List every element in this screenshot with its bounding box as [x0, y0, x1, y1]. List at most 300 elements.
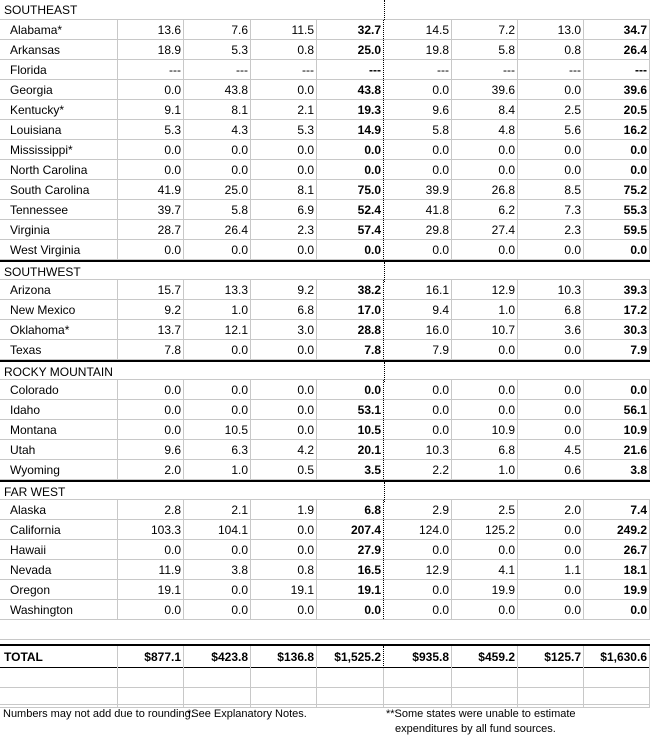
table-row — [0, 20, 650, 40]
value-cell: 0.0 — [518, 600, 584, 619]
value-cell: 0.0 — [518, 240, 584, 259]
value-cell: 8.1 — [185, 100, 251, 119]
value-cell: 20.1 — [318, 440, 384, 459]
value-cell: 13.0 — [518, 20, 584, 39]
table-row — [0, 180, 650, 200]
value-cell: 34.7 — [584, 20, 650, 39]
state-name: Idaho — [0, 400, 118, 419]
value-cell: 0.0 — [118, 420, 184, 439]
value-cell: 1.1 — [518, 560, 584, 579]
value-cell: 0.0 — [386, 420, 452, 439]
value-cell: 0.0 — [584, 380, 650, 399]
value-cell: 0.0 — [318, 160, 384, 179]
value-cell: 104.1 — [185, 520, 251, 539]
value-cell: 27.4 — [452, 220, 518, 239]
total-row — [0, 644, 650, 668]
value-cell: 0.0 — [386, 380, 452, 399]
value-cell: 39.6 — [452, 80, 518, 99]
value-cell: 124.0 — [386, 520, 452, 539]
value-cell: 5.8 — [452, 40, 518, 59]
notes-divider — [0, 704, 650, 705]
value-cell: 4.1 — [452, 560, 518, 579]
table-row — [0, 60, 650, 80]
value-cell: 0.0 — [118, 140, 184, 159]
value-cell: 0.0 — [251, 380, 317, 399]
table-row — [0, 200, 650, 220]
value-cell: 8.1 — [251, 180, 317, 199]
value-cell: 0.0 — [318, 240, 384, 259]
value-cell: 0.0 — [452, 380, 518, 399]
region-name: SOUTHEAST — [4, 3, 78, 17]
table-row — [0, 380, 650, 400]
table-row — [0, 160, 650, 180]
value-cell: 14.9 — [318, 120, 384, 139]
table-row — [0, 580, 650, 600]
value-cell: 11.5 — [251, 20, 317, 39]
value-cell: 10.9 — [452, 420, 518, 439]
value-cell: 0.0 — [251, 240, 317, 259]
value-cell: 16.2 — [584, 120, 650, 139]
region-header — [0, 260, 650, 280]
value-cell: 7.3 — [518, 200, 584, 219]
value-cell: 1.0 — [185, 300, 251, 319]
value-cell: --- — [318, 60, 384, 79]
value-cell: 0.0 — [386, 80, 452, 99]
value-cell: 53.1 — [318, 400, 384, 419]
value-cell: 7.9 — [584, 340, 650, 359]
table-row — [0, 220, 650, 240]
value-cell: 3.0 — [251, 320, 317, 339]
state-name: California — [0, 520, 118, 539]
state-name: Louisiana — [0, 120, 118, 139]
value-cell: 38.2 — [318, 280, 384, 299]
value-cell: 5.3 — [185, 40, 251, 59]
region-name: FAR WEST — [4, 485, 66, 499]
value-cell: 125.2 — [452, 520, 518, 539]
empty-cell — [118, 668, 184, 687]
value-cell: 59.5 — [584, 220, 650, 239]
value-cell: 10.5 — [185, 420, 251, 439]
value-cell: 10.3 — [386, 440, 452, 459]
value-cell: 0.0 — [251, 540, 317, 559]
table-row — [0, 320, 650, 340]
value-cell: 41.8 — [386, 200, 452, 219]
state-name: Georgia — [0, 80, 118, 99]
value-cell: 0.0 — [452, 340, 518, 359]
state-name: Alabama* — [0, 20, 118, 39]
value-cell: 0.0 — [584, 160, 650, 179]
value-cell: 7.4 — [584, 500, 650, 519]
value-cell: --- — [386, 60, 452, 79]
value-cell: 1.0 — [452, 300, 518, 319]
value-cell: 0.0 — [386, 600, 452, 619]
value-cell: 2.5 — [452, 500, 518, 519]
value-cell: 75.0 — [318, 180, 384, 199]
value-cell: 52.4 — [318, 200, 384, 219]
value-cell: 6.8 — [251, 300, 317, 319]
value-cell: --- — [518, 60, 584, 79]
value-cell: 43.8 — [185, 80, 251, 99]
value-cell: 6.3 — [185, 440, 251, 459]
value-cell: 0.0 — [518, 520, 584, 539]
value-cell: 0.0 — [251, 140, 317, 159]
value-cell: 32.7 — [318, 20, 384, 39]
value-cell: 8.5 — [518, 180, 584, 199]
value-cell: 17.0 — [318, 300, 384, 319]
state-name: West Virginia — [0, 240, 118, 259]
table-row — [0, 560, 650, 580]
state-name: Wyoming — [0, 460, 118, 479]
value-cell: 9.6 — [386, 100, 452, 119]
value-cell: 6.8 — [452, 440, 518, 459]
state-name: Virginia — [0, 220, 118, 239]
value-cell: 0.0 — [185, 140, 251, 159]
spacer-row — [0, 620, 650, 640]
value-cell: 2.8 — [118, 500, 184, 519]
value-cell: 14.5 — [386, 20, 452, 39]
value-cell: 0.0 — [251, 160, 317, 179]
value-cell: 10.5 — [318, 420, 384, 439]
total-value-cell: $935.8 — [386, 646, 452, 668]
value-cell: 0.0 — [518, 540, 584, 559]
state-name: Oregon — [0, 580, 118, 599]
value-cell: 17.2 — [584, 300, 650, 319]
value-cell: 0.0 — [518, 380, 584, 399]
value-cell: 0.0 — [452, 240, 518, 259]
region-header — [0, 360, 650, 380]
state-name: Hawaii — [0, 540, 118, 559]
value-cell: 39.7 — [118, 200, 184, 219]
value-cell: 0.0 — [452, 400, 518, 419]
value-cell: 19.8 — [386, 40, 452, 59]
value-cell: 13.3 — [185, 280, 251, 299]
value-cell: 4.5 — [518, 440, 584, 459]
value-cell: 16.1 — [386, 280, 452, 299]
value-cell: 0.0 — [251, 400, 317, 419]
value-cell: 39.3 — [584, 280, 650, 299]
value-cell: 19.1 — [318, 580, 384, 599]
value-cell: 21.6 — [584, 440, 650, 459]
value-cell: 55.3 — [584, 200, 650, 219]
value-cell: 6.2 — [452, 200, 518, 219]
empty-cell — [386, 668, 452, 687]
value-cell: 28.7 — [118, 220, 184, 239]
region-name: SOUTHWEST — [4, 265, 81, 279]
state-name: Texas — [0, 340, 118, 359]
total-value-cell: $459.2 — [452, 646, 518, 668]
value-cell: 0.8 — [518, 40, 584, 59]
value-cell: 75.2 — [584, 180, 650, 199]
value-cell: 0.0 — [452, 540, 518, 559]
value-cell: 0.0 — [452, 140, 518, 159]
value-cell: 13.6 — [118, 20, 184, 39]
value-cell: 19.3 — [318, 100, 384, 119]
value-cell: 2.5 — [518, 100, 584, 119]
value-cell: 6.8 — [518, 300, 584, 319]
value-cell: 0.0 — [118, 240, 184, 259]
value-cell: 18.9 — [118, 40, 184, 59]
state-name: Arizona — [0, 280, 118, 299]
value-cell: 19.1 — [118, 580, 184, 599]
value-cell: 12.9 — [452, 280, 518, 299]
state-name: Florida — [0, 60, 118, 79]
value-cell: 2.9 — [386, 500, 452, 519]
note-estimate-line2: expenditures by all fund sources. — [395, 723, 556, 735]
value-cell: 9.2 — [251, 280, 317, 299]
value-cell: 10.9 — [584, 420, 650, 439]
state-name: South Carolina — [0, 180, 118, 199]
value-cell: 26.4 — [185, 220, 251, 239]
state-name: Mississippi* — [0, 140, 118, 159]
table-row — [0, 400, 650, 420]
value-cell: 0.0 — [518, 400, 584, 419]
value-cell: 16.5 — [318, 560, 384, 579]
table-row — [0, 600, 650, 620]
region-header — [0, 0, 650, 20]
value-cell: 0.0 — [118, 380, 184, 399]
empty-cell — [0, 668, 118, 687]
value-cell: 2.1 — [185, 500, 251, 519]
value-cell: 0.0 — [318, 380, 384, 399]
value-cell: 0.0 — [185, 400, 251, 419]
value-cell: 10.3 — [518, 280, 584, 299]
value-cell: 0.0 — [318, 140, 384, 159]
table-row — [0, 340, 650, 360]
value-cell: 0.8 — [251, 40, 317, 59]
state-name: Tennessee — [0, 200, 118, 219]
value-cell: 26.4 — [584, 40, 650, 59]
value-cell: 0.0 — [118, 160, 184, 179]
table-row — [0, 80, 650, 100]
value-cell: 19.1 — [251, 580, 317, 599]
note-rounding: Numbers may not add due to rounding. — [3, 708, 194, 720]
table-row — [0, 300, 650, 320]
value-cell: 9.2 — [118, 300, 184, 319]
value-cell: 0.0 — [386, 140, 452, 159]
value-cell: 29.8 — [386, 220, 452, 239]
value-cell: 10.7 — [452, 320, 518, 339]
value-cell: 4.8 — [452, 120, 518, 139]
value-cell: 2.1 — [251, 100, 317, 119]
value-cell: 7.2 — [452, 20, 518, 39]
value-cell: 7.8 — [318, 340, 384, 359]
table-row — [0, 120, 650, 140]
empty-cell — [185, 668, 251, 687]
total-value-cell: $136.8 — [251, 646, 317, 668]
value-cell: 56.1 — [584, 400, 650, 419]
empty-row — [0, 668, 650, 688]
value-cell: 28.8 — [318, 320, 384, 339]
value-cell: 5.8 — [185, 200, 251, 219]
value-cell: 0.0 — [386, 580, 452, 599]
state-name: Montana — [0, 420, 118, 439]
value-cell: --- — [452, 60, 518, 79]
empty-cell — [318, 668, 384, 687]
value-cell: 4.2 — [251, 440, 317, 459]
table-row — [0, 280, 650, 300]
value-cell: 0.0 — [185, 540, 251, 559]
empty-cell — [452, 668, 518, 687]
value-cell: 0.8 — [251, 560, 317, 579]
total-value-cell: $877.1 — [118, 646, 184, 668]
value-cell: 43.8 — [318, 80, 384, 99]
value-cell: 7.6 — [185, 20, 251, 39]
table-row — [0, 440, 650, 460]
table-row — [0, 420, 650, 440]
value-cell: 0.0 — [185, 340, 251, 359]
value-cell: 7.9 — [386, 340, 452, 359]
value-cell: 6.8 — [318, 500, 384, 519]
value-cell: 25.0 — [318, 40, 384, 59]
value-cell: 30.3 — [584, 320, 650, 339]
value-cell: 0.0 — [584, 140, 650, 159]
value-cell: 1.0 — [185, 460, 251, 479]
state-name: Arkansas — [0, 40, 118, 59]
value-cell: 13.7 — [118, 320, 184, 339]
value-cell: 0.0 — [118, 80, 184, 99]
value-cell: 0.0 — [251, 420, 317, 439]
table-row — [0, 140, 650, 160]
value-cell: 41.9 — [118, 180, 184, 199]
value-cell: 1.0 — [452, 460, 518, 479]
value-cell: 0.0 — [185, 600, 251, 619]
value-cell: 0.0 — [518, 160, 584, 179]
value-cell: 0.0 — [185, 580, 251, 599]
note-explanatory: *See Explanatory Notes. — [187, 708, 307, 720]
value-cell: 0.0 — [318, 600, 384, 619]
value-cell: 0.0 — [251, 600, 317, 619]
value-cell: 0.0 — [185, 240, 251, 259]
value-cell: 5.6 — [518, 120, 584, 139]
value-cell: 0.0 — [386, 160, 452, 179]
value-cell: --- — [185, 60, 251, 79]
state-name: North Carolina — [0, 160, 118, 179]
value-cell: 0.0 — [185, 380, 251, 399]
value-cell: 3.6 — [518, 320, 584, 339]
value-cell: 1.9 — [251, 500, 317, 519]
table-row — [0, 500, 650, 520]
value-cell: 57.4 — [318, 220, 384, 239]
value-cell: 0.0 — [518, 140, 584, 159]
table-row — [0, 240, 650, 260]
state-name: New Mexico — [0, 300, 118, 319]
value-cell: 2.3 — [251, 220, 317, 239]
value-cell: 0.0 — [452, 160, 518, 179]
value-cell: 0.0 — [185, 160, 251, 179]
total-value-cell: $125.7 — [518, 646, 584, 668]
value-cell: 0.0 — [518, 80, 584, 99]
value-cell: 0.0 — [118, 400, 184, 419]
table-row — [0, 40, 650, 60]
value-cell: 3.5 — [318, 460, 384, 479]
value-cell: 6.9 — [251, 200, 317, 219]
value-cell: 9.1 — [118, 100, 184, 119]
value-cell: 0.0 — [251, 80, 317, 99]
value-cell: 5.8 — [386, 120, 452, 139]
value-cell: 9.6 — [118, 440, 184, 459]
value-cell: 0.0 — [452, 600, 518, 619]
region-header — [0, 480, 650, 500]
state-name: Nevada — [0, 560, 118, 579]
note-estimate-line1: **Some states were unable to estimate — [386, 708, 576, 720]
value-cell: 0.0 — [518, 580, 584, 599]
state-name: Washington — [0, 600, 118, 619]
value-cell: 0.0 — [518, 420, 584, 439]
value-cell: 2.3 — [518, 220, 584, 239]
value-cell: 0.0 — [584, 240, 650, 259]
value-cell: 39.6 — [584, 80, 650, 99]
value-cell: 5.3 — [251, 120, 317, 139]
table-row — [0, 540, 650, 560]
table-row — [0, 520, 650, 540]
value-cell: 0.0 — [251, 340, 317, 359]
value-cell: 2.0 — [118, 460, 184, 479]
value-cell: 26.8 — [452, 180, 518, 199]
total-value-cell: $1,525.2 — [318, 646, 384, 668]
value-cell: 3.8 — [185, 560, 251, 579]
value-cell: 0.0 — [251, 520, 317, 539]
value-cell: 0.0 — [386, 400, 452, 419]
value-cell: 15.7 — [118, 280, 184, 299]
empty-row — [0, 688, 650, 708]
value-cell: 19.9 — [584, 580, 650, 599]
value-cell: --- — [251, 60, 317, 79]
value-cell: 249.2 — [584, 520, 650, 539]
value-cell: 8.4 — [452, 100, 518, 119]
value-cell: --- — [584, 60, 650, 79]
value-cell: 0.0 — [386, 240, 452, 259]
value-cell: 9.4 — [386, 300, 452, 319]
value-cell: 18.1 — [584, 560, 650, 579]
state-name: Colorado — [0, 380, 118, 399]
state-name: Alaska — [0, 500, 118, 519]
empty-cell — [518, 668, 584, 687]
value-cell: 12.1 — [185, 320, 251, 339]
value-cell: 0.0 — [118, 600, 184, 619]
value-cell: 103.3 — [118, 520, 184, 539]
value-cell: 0.0 — [518, 340, 584, 359]
total-value-cell: $1,630.6 — [584, 646, 650, 668]
value-cell: 2.2 — [386, 460, 452, 479]
state-name: Kentucky* — [0, 100, 118, 119]
state-name: Utah — [0, 440, 118, 459]
value-cell: 11.9 — [118, 560, 184, 579]
value-cell: 4.3 — [185, 120, 251, 139]
value-cell: 3.8 — [584, 460, 650, 479]
empty-cell — [251, 668, 317, 687]
total-label: TOTAL — [0, 646, 118, 668]
value-cell: 2.0 — [518, 500, 584, 519]
value-cell: 207.4 — [318, 520, 384, 539]
value-cell: 39.9 — [386, 180, 452, 199]
value-cell: 5.3 — [118, 120, 184, 139]
value-cell: 27.9 — [318, 540, 384, 559]
table-row — [0, 460, 650, 480]
value-cell: --- — [118, 60, 184, 79]
value-cell: 0.6 — [518, 460, 584, 479]
value-cell: 0.5 — [251, 460, 317, 479]
value-cell: 16.0 — [386, 320, 452, 339]
value-cell: 26.7 — [584, 540, 650, 559]
value-cell: 12.9 — [386, 560, 452, 579]
value-cell: 0.0 — [118, 540, 184, 559]
empty-cell — [584, 668, 650, 687]
state-name: Oklahoma* — [0, 320, 118, 339]
value-cell: 0.0 — [386, 540, 452, 559]
region-name: ROCKY MOUNTAIN — [4, 365, 113, 379]
value-cell: 0.0 — [584, 600, 650, 619]
value-cell: 25.0 — [185, 180, 251, 199]
